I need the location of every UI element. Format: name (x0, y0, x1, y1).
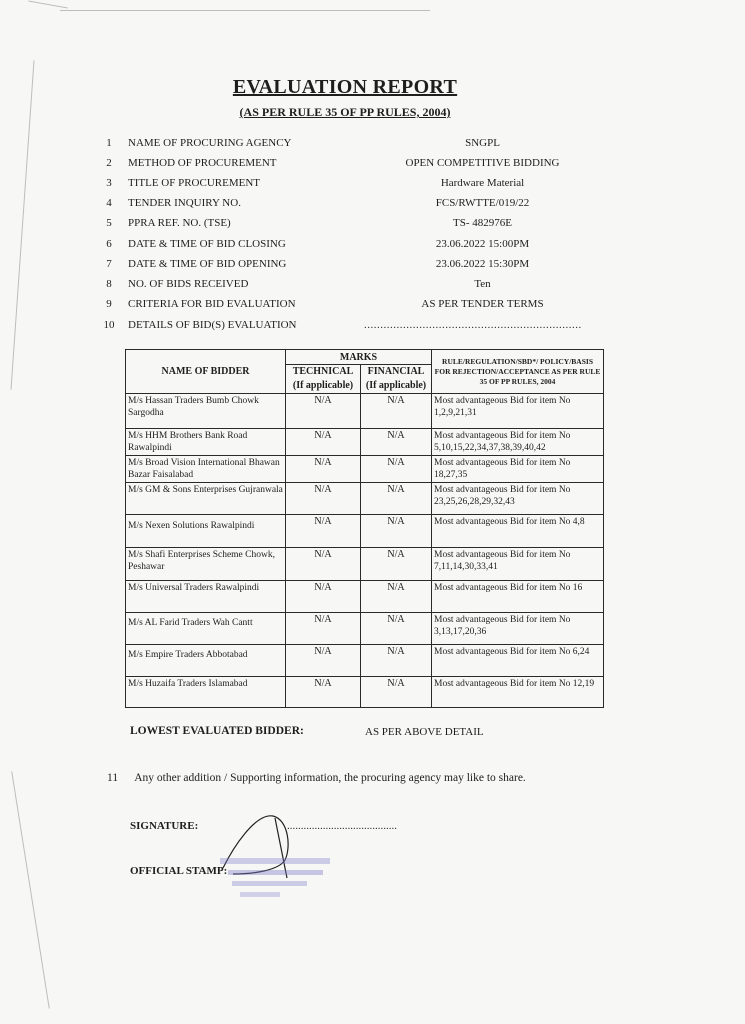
signature-label: SIGNATURE: (130, 820, 199, 832)
lowest-bidder-label: LOWEST EVALUATED BIDDER: (130, 725, 304, 737)
evaluation-basis: Most advantageous Bid for item No 6,24 (432, 645, 604, 677)
evaluation-basis: Most advantageous Bid for item No 4,8 (432, 515, 604, 548)
technical-marks: N/A (286, 581, 361, 613)
evaluation-basis: Most advantageous Bid for item No 16 (432, 581, 604, 613)
financial-marks: N/A (361, 677, 432, 708)
financial-marks: N/A (361, 613, 432, 645)
table-row (126, 645, 604, 677)
technical-marks: N/A (286, 429, 361, 456)
detail-row (0, 197, 745, 215)
detail-label: NAME OF PROCURING AGENCY (128, 137, 292, 149)
technical-marks: N/A (286, 613, 361, 645)
evaluation-basis: Most advantageous Bid for item No 5,10,15,22,34,37,38,39,40,42 (432, 429, 604, 456)
detail-number: 7 (106, 258, 112, 270)
bidder-name: M/s Empire Traders Abbotabad (126, 645, 286, 677)
table-row (126, 613, 604, 645)
technical-marks: N/A (286, 515, 361, 548)
financial-marks: N/A (361, 645, 432, 677)
detail-number: 5 (106, 217, 112, 229)
bidder-name: M/s AL Farid Traders Wah Cantt (126, 613, 286, 645)
detail-label: DATE & TIME OF BID CLOSING (128, 238, 286, 250)
table-row (126, 515, 604, 548)
header-technical (286, 365, 361, 394)
detail-row (0, 157, 745, 175)
financial-marks: N/A (361, 515, 432, 548)
evaluation-basis: Most advantageous Bid for item No 12,19 (432, 677, 604, 708)
detail-value: FCS/RWTTE/019/22 (435, 197, 530, 209)
official-stamp-impression (210, 850, 340, 905)
official-stamp-label: OFFICIAL STAMP: (130, 865, 228, 877)
detail-value: OPEN COMPETITIVE BIDDING (405, 157, 560, 169)
bid-evaluation-table (125, 349, 604, 708)
report-subtitle: (AS PER RULE 35 OF PP RULES, 2004) (239, 105, 451, 119)
technical-marks: N/A (286, 645, 361, 677)
lowest-bidder-value: AS PER ABOVE DETAIL (365, 726, 484, 738)
financial-marks: N/A (361, 581, 432, 613)
financial-marks: N/A (361, 429, 432, 456)
detail-label: NO. OF BIDS RECEIVED (128, 278, 249, 290)
detail-row (0, 217, 745, 235)
detail-value: 23.06.2022 15:00PM (435, 238, 530, 250)
evaluation-basis: Most advantageous Bid for item No 1,2,9,21,31 (432, 394, 604, 429)
technical-marks: N/A (286, 394, 361, 429)
bidder-name: M/s Universal Traders Rawalpindi (126, 581, 286, 613)
header-bidder-name: NAME OF BIDDER (126, 350, 286, 394)
technical-marks: N/A (286, 548, 361, 581)
detail-number: 3 (106, 177, 112, 189)
detail-number: 10 (103, 319, 115, 331)
detail-row (0, 137, 745, 155)
detail-row (0, 258, 745, 276)
detail-row (0, 319, 745, 337)
detail-number: 9 (106, 298, 112, 310)
financial-marks: N/A (361, 548, 432, 581)
detail-value: 23.06.2022 15:30PM (435, 258, 530, 270)
detail-label: TENDER INQUIRY NO. (128, 197, 241, 209)
supporting-info-number: 11 (107, 772, 119, 784)
evaluation-basis: Most advantageous Bid for item No 18,27,35 (432, 456, 604, 483)
technical-marks: N/A (286, 483, 361, 515)
header-technical-sub: (If applicable) (292, 380, 354, 391)
signature-line: ........................................ (287, 820, 397, 832)
detail-label: METHOD OF PROCUREMENT (128, 157, 277, 169)
detail-number: 6 (106, 238, 112, 250)
detail-row (0, 177, 745, 195)
supporting-info (107, 772, 526, 784)
table-row (126, 548, 604, 581)
table-row (126, 429, 604, 456)
technical-marks: N/A (286, 456, 361, 483)
detail-number: 8 (106, 278, 112, 290)
detail-number: 1 (106, 137, 112, 149)
scan-edge-line (60, 10, 430, 11)
bidder-name: M/s Huzaifa Traders Islamabad (126, 677, 286, 708)
detail-number: 2 (106, 157, 112, 169)
technical-marks: N/A (286, 677, 361, 708)
table-row (126, 394, 604, 429)
bidder-name: M/s Shafi Enterprises Scheme Chowk, Peshawar (126, 548, 286, 581)
detail-value: Ten (474, 278, 491, 290)
table-row (126, 581, 604, 613)
bidder-name: M/s Broad Vision International Bhawan Bazar Faisalabad (126, 456, 286, 483)
detail-label: DATE & TIME OF BID OPENING (128, 258, 287, 270)
bidder-name: M/s GM & Sons Enterprises Gujranwala (126, 483, 286, 515)
detail-value: AS PER TENDER TERMS (421, 298, 544, 310)
table-row (126, 456, 604, 483)
detail-row (0, 278, 745, 296)
evaluation-basis: Most advantageous Bid for item No 23,25,26,28,29,32,43 (432, 483, 604, 515)
financial-marks: N/A (361, 456, 432, 483)
header-rule-basis: RULE/REGULATION/SBD*/ POLICY/BASIS FOR REJECTION/ACCEPTANCE AS PER RULE 35 OF PP RULES, 2004 (432, 350, 604, 394)
table-row (126, 677, 604, 708)
header-marks: MARKS (286, 350, 432, 365)
detail-row (0, 238, 745, 256)
detail-value: TS- 482976E (453, 217, 512, 229)
detail-label: CRITERIA FOR BID EVALUATION (128, 298, 296, 310)
detail-label: PPRA REF. NO. (TSE) (128, 217, 231, 229)
evaluation-basis: Most advantageous Bid for item No 3,13,17,20,36 (432, 613, 604, 645)
financial-marks: N/A (361, 483, 432, 515)
detail-label: TITLE OF PROCUREMENT (128, 177, 260, 189)
report-title: EVALUATION REPORT (232, 76, 458, 98)
detail-value: Hardware Material (440, 177, 525, 189)
header-financial-label: FINANCIAL (367, 366, 425, 377)
bidder-name: M/s HHM Brothers Bank Road Rawalpindi (126, 429, 286, 456)
detail-value: SNGPL (465, 137, 500, 149)
scan-edge-line (28, 1, 68, 9)
supporting-info-text: Any other addition / Supporting information, the procuring agency may like to share. (134, 772, 526, 784)
bidder-name: M/s Hassan Traders Bumb Chowk Sargodha (126, 394, 286, 429)
detail-row (0, 298, 745, 316)
scan-edge-line (11, 771, 50, 1008)
header-technical-label: TECHNICAL (292, 366, 354, 377)
header-financial-sub: (If applicable) (365, 380, 427, 391)
evaluation-basis: Most advantageous Bid for item No 7,11,14,30,33,41 (432, 548, 604, 581)
header-financial (361, 365, 432, 394)
detail-number: 4 (106, 197, 112, 209)
detail-value-dots: ................................................................... (364, 319, 582, 331)
bidder-name: M/s Nexen Solutions Rawalpindi (126, 515, 286, 548)
table-row (126, 483, 604, 515)
detail-label: DETAILS OF BID(S) EVALUATION (128, 319, 297, 331)
financial-marks: N/A (361, 394, 432, 429)
